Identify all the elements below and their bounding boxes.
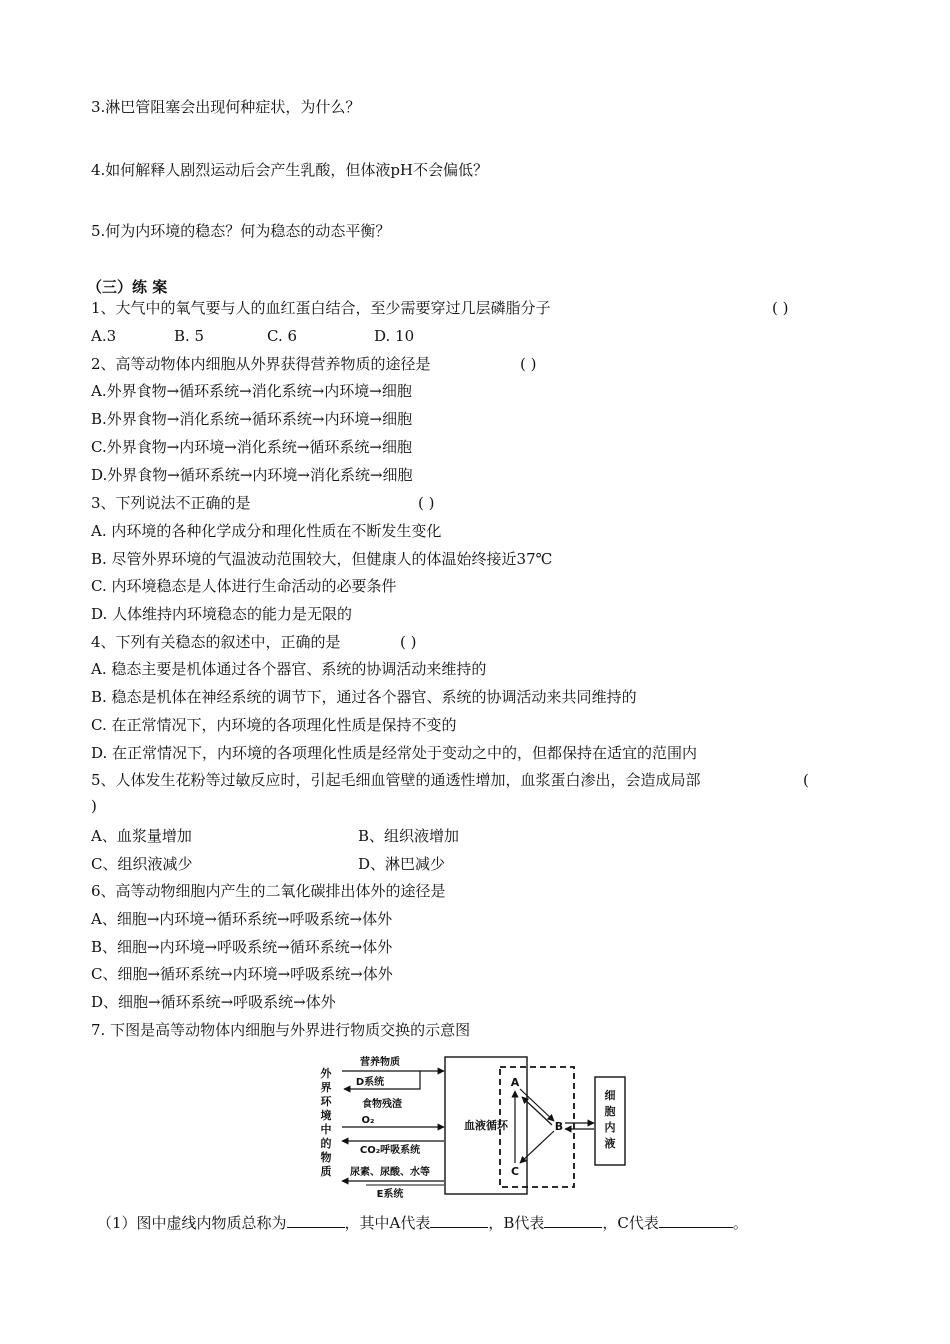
q4-option-d: D. 在正常情况下，内环境的各项理化性质是经常处于变动之中的，但都保持在适宜的范围内 bbox=[91, 744, 698, 762]
q3-option-a: A. 内环境的各种化学成分和理化性质在不断发生变化 bbox=[91, 522, 442, 540]
label-a: A bbox=[510, 1076, 520, 1089]
urea-label: 尿素、尿酸、水等 bbox=[350, 1167, 430, 1178]
q1-option-d: D. 10 bbox=[374, 327, 415, 345]
q2-option-a: A.外界食物→循环系统→消化系统→内环境→细胞 bbox=[91, 382, 412, 400]
q7-sub1-part4: ，C代表 bbox=[602, 1214, 659, 1232]
food-residue-label: 食物残渣 bbox=[362, 1099, 402, 1110]
q4-option-b: B. 稳态是机体在神经系统的调节下，通过各个器官、系统的协调活动来共同维持的 bbox=[91, 688, 637, 706]
q6-option-a: A、细胞→内环境→循环系统→呼吸系统→体外 bbox=[91, 910, 393, 928]
nutrients-label: 营养物质 bbox=[360, 1057, 400, 1068]
review-question-4: 4.如何解释人剧烈运动后会产生乳酸，但体液pH不会偏低？ bbox=[91, 161, 488, 179]
q7-sub1-part3: ，B代表 bbox=[488, 1214, 545, 1232]
blood-circulation-label: 血液循环 bbox=[464, 1119, 508, 1132]
q2-option-c: C.外界食物→内环境→消化系统→循环系统→细胞 bbox=[91, 438, 412, 456]
q5-stem: 5、人体发生花粉等过敏反应时，引起毛细血管壁的通透性增加，血浆蛋白渗出，会造成局部 bbox=[91, 771, 701, 789]
a-to-b-arrow bbox=[520, 1089, 554, 1121]
blank-total[interactable] bbox=[287, 1213, 345, 1228]
q4-answer-paren: ( ) bbox=[400, 633, 417, 651]
q3-stem: 3、下列说法不正确的是 bbox=[91, 494, 251, 512]
q2-answer-paren: ( ) bbox=[520, 355, 537, 373]
q2-stem: 2、高等动物体内细胞从外界获得营养物质的途径是 bbox=[91, 355, 431, 373]
label-b: B bbox=[554, 1120, 564, 1133]
q3-option-c: C. 内环境稳态是人体进行生命活动的必要条件 bbox=[91, 577, 397, 595]
b-to-c-arrow bbox=[520, 1131, 554, 1163]
q7-stem: 7. 下图是高等动物体内细胞与外界进行物质交换的示意图 bbox=[91, 1021, 471, 1039]
blank-a[interactable] bbox=[430, 1213, 488, 1228]
q1-option-c: C. 6 bbox=[267, 327, 298, 345]
q2-option-b: B.外界食物→消化系统→循环系统→内环境→细胞 bbox=[91, 410, 413, 428]
q4-stem: 4、下列有关稳态的叙述中，正确的是 bbox=[91, 633, 341, 651]
q5-option-d: D、淋巴减少 bbox=[358, 855, 446, 873]
exchange-diagram bbox=[312, 1045, 632, 1207]
label-c: C bbox=[510, 1165, 520, 1178]
q5-paren-open: ( bbox=[803, 771, 809, 789]
q6-option-b: B、细胞→内环境→呼吸系统→循环系统→体外 bbox=[91, 938, 393, 956]
d-system-label: D系统 bbox=[355, 1077, 385, 1088]
q7-sub1-part1: （1）图中虚线内物质总称为 bbox=[97, 1214, 287, 1232]
q5-option-b: B、组织液增加 bbox=[358, 827, 460, 845]
q4-option-a: A. 稳态主要是机体通过各个器官、系统的协调活动来维持的 bbox=[91, 660, 487, 678]
q6-option-d: D、细胞→循环系统→呼吸系统→体外 bbox=[91, 993, 336, 1011]
q3-option-d: D. 人体维持内环境稳态的能力是无限的 bbox=[91, 605, 353, 623]
q3-option-b: B. 尽管外界环境的气温波动范围较大，但健康人的体温始终接近37℃ bbox=[91, 550, 553, 568]
o2-label: O₂ bbox=[361, 1115, 375, 1126]
q1-answer-paren: ( ) bbox=[772, 299, 789, 317]
q6-stem: 6、高等动物细胞内产生的二氧化碳排出体外的途径是 bbox=[91, 882, 446, 900]
q5-option-a: A、血浆量增加 bbox=[91, 827, 192, 845]
q1-stem: 1、大气中的氧气要与人的血红蛋白结合，至少需要穿过几层磷脂分子 bbox=[91, 299, 551, 317]
e-system-label: E系统 bbox=[376, 1189, 404, 1200]
q1-option-a: A.3 bbox=[91, 327, 117, 345]
intracellular-fluid-label: 细胞内液 bbox=[604, 1089, 616, 1150]
q3-answer-paren: ( ) bbox=[418, 494, 435, 512]
co2-label: CO₂呼吸系统 bbox=[359, 1145, 421, 1156]
q7-sub1 bbox=[97, 1213, 748, 1233]
review-question-3: 3.淋巴管阻塞会出现何种症状，为什么？ bbox=[91, 98, 361, 116]
q6-option-c: C、细胞→循环系统→内环境→呼吸系统→体外 bbox=[91, 965, 393, 983]
q1-option-b: B. 5 bbox=[174, 327, 205, 345]
review-question-5: 5.何为内环境的稳态？何为稳态的动态平衡？ bbox=[91, 222, 391, 240]
environment-label bbox=[321, 1066, 333, 1178]
blank-c[interactable] bbox=[659, 1213, 733, 1228]
q7-sub1-part5: 。 bbox=[732, 1214, 748, 1232]
q5-option-c: C、组织液减少 bbox=[91, 855, 193, 873]
q2-option-d: D.外界食物→循环系统→内环境→消化系统→细胞 bbox=[91, 466, 413, 484]
section-title: （三）练 案 bbox=[87, 278, 168, 296]
q7-sub1-part2: ，其中A代表 bbox=[344, 1214, 431, 1232]
environment-label-text: 外界环境中的物质 bbox=[320, 1067, 332, 1178]
q4-option-c: C. 在正常情况下，内环境的各项理化性质是保持不变的 bbox=[91, 716, 457, 734]
q5-paren-close: ) bbox=[91, 797, 97, 815]
blank-b[interactable] bbox=[544, 1213, 602, 1228]
